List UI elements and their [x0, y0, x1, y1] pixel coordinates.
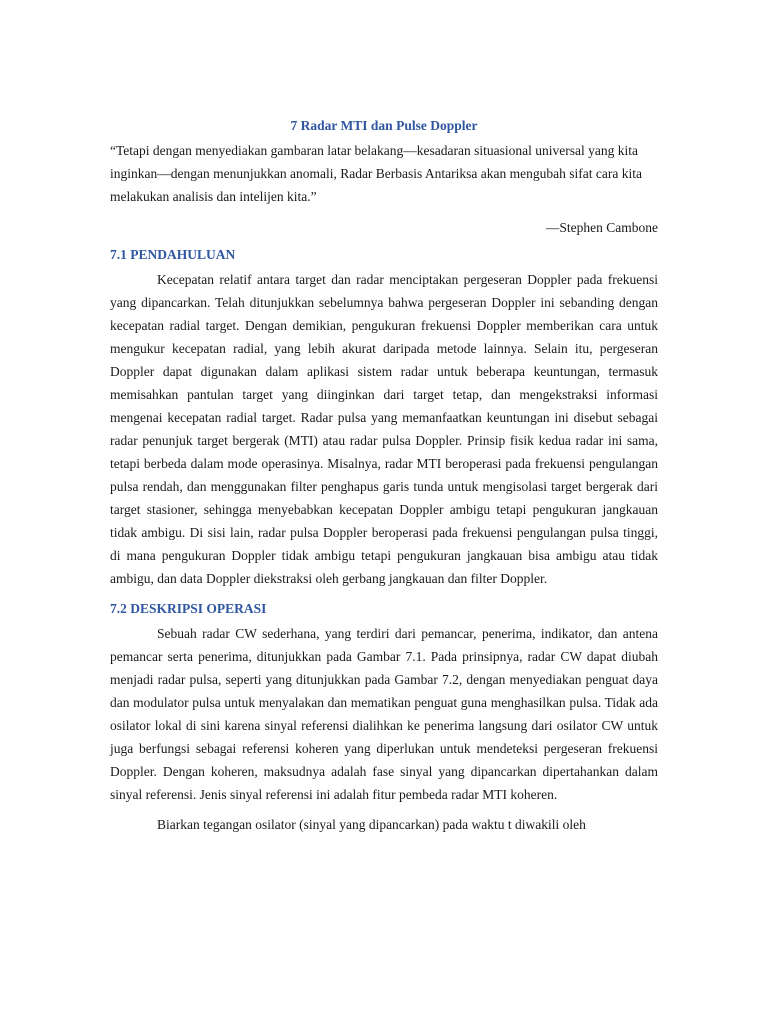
section-heading-pendahuluan: 7.1 PENDAHULUAN	[110, 247, 236, 262]
chapter-title: 7 Radar MTI dan Pulse Doppler	[290, 118, 478, 133]
section-heading-deskripsi-operasi: 7.2 DESKRIPSI OPERASI	[110, 601, 267, 616]
body-paragraph: Biarkan tegangan osilator (sinyal yang dipancarkan) pada waktu t diwakili oleh	[157, 817, 586, 832]
epigraph-attribution: —Stephen Cambone	[545, 220, 658, 235]
body-paragraph: Sebuah radar CW sederhana, yang terdiri dari pemancar, penerima, indikator, dan antena pemancar serta penerima, ditunjukkan pada Gambar 7.1. Pada prinsipnya, radar CW dapat diubah menjadi radar pulsa, seperti yang ditunjukkan pada Gambar 7.2, dengan menyediakan penguat daya dan modulator pulsa untuk menyalakan dan mematikan penguat guna menghasilkan pulsa. Tidak ada osilator lokal di sini karena sinyal referensi dialihkan ke penerima langsung dari osilator CW untuk juga berfungsi sebagai referensi koheren yang diperlukan untuk mendeteksi pergeseran frekuensi Doppler. Dengan koheren, maksudnya adalah fase sinyal yang dipancarkan dipertahankan dalam sinyal referensi. Jenis sinyal referensi ini adalah fitur pembeda radar MTI koheren.	[110, 626, 658, 802]
epigraph-quote: “Tetapi dengan menyediakan gambaran latar belakang—kesadaran situasional universal yang kita inginkan—dengan menunjukkan anomali, Radar Berbasis Antariksa akan mengubah sifat cara kita melakukan analisis dan intelijen kita.”	[110, 143, 642, 204]
body-paragraph: Kecepatan relatif antara target dan radar menciptakan pergeseran Doppler pada frekuensi yang dipancarkan. Telah ditunjukkan sebelumnya bahwa pergeseran Doppler ini sebanding dengan kecepatan radial target. Dengan demikian, pengukuran frekuensi Doppler memberikan cara untuk mengukur kecepatan radial, yang lebih akurat daripada metode lainnya. Selain itu, pergeseran Doppler dapat digunakan dalam aplikasi sistem radar untuk beberapa keuntungan, termasuk memisahkan pantulan target yang diinginkan dari target tetap, dan mengekstraksi informasi mengenai kecepatan radial target. Radar pulsa yang memanfaatkan keuntungan ini disebut sebagai radar penunjuk target bergerak (MTI) atau radar pulsa Doppler. Prinsip fisik kedua radar ini sama, tetapi berbeda dalam mode operasinya. Misalnya, radar MTI beroperasi pada frekuensi pengulangan pulsa rendah, dan menggunakan filter penghapus garis tunda untuk mengisolasi target bergerak dari target stasioner, sehingga menyebabkan kecepatan Doppler ambigu tetapi pengukuran jangkauan tidak ambigu. Di sisi lain, radar pulsa Doppler beroperasi pada frekuensi pengulangan pulsa tinggi, di mana pengukuran Doppler tidak ambigu tetapi pengukuran jangkauan bisa ambigu atau tidak ambigu, dan data Doppler diekstraksi oleh gerbang jangkauan dan filter Doppler.	[110, 272, 658, 586]
